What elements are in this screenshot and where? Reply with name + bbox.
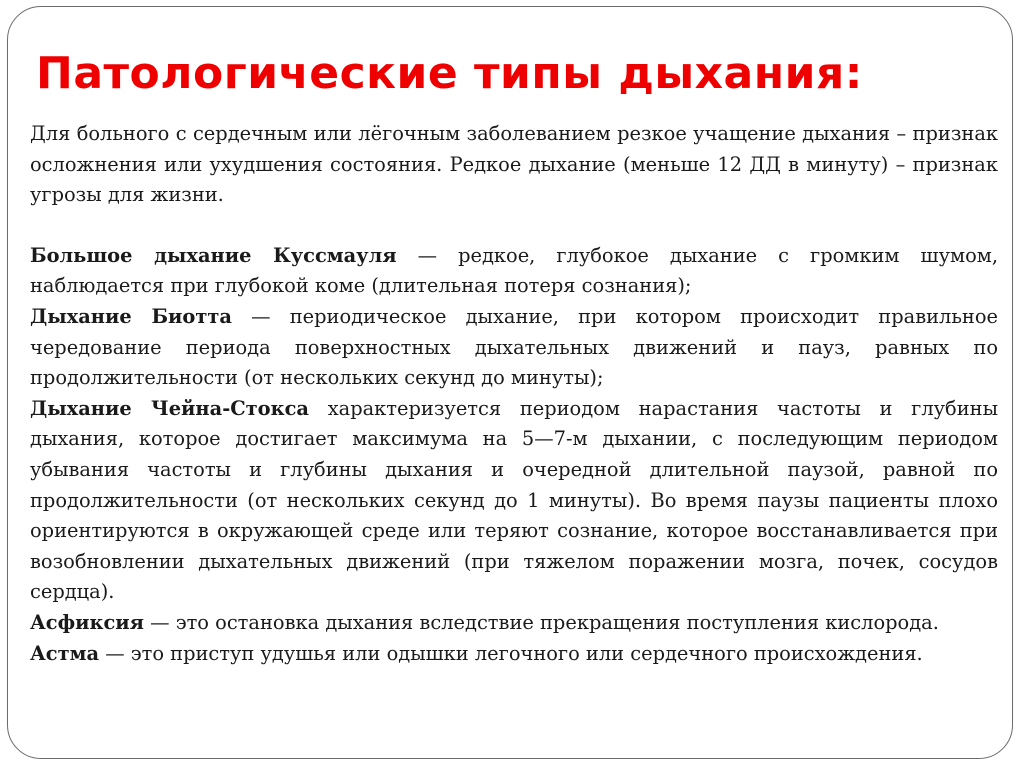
item-biot: [30, 302, 998, 394]
item-kussmaul: [30, 241, 998, 302]
item-text: — это остановка дыхания вследствие прекращения поступления кислорода.: [144, 610, 939, 634]
item-asphyxia: [30, 608, 998, 639]
item-text: — периодическое дыхание, при котором происходит правильное чередование периода поверхностных дыхательных движений и пауз, равных по продолжительности (от нескольких секунд до минуты);: [30, 304, 998, 390]
slide-title: Патологические типы дыхания:: [36, 48, 863, 99]
item-cheyne-stokes: [30, 394, 998, 608]
item-term: Большое дыхание Куссмауля: [30, 243, 397, 267]
slide-body: [30, 119, 998, 669]
item-term: Дыхание Чейна-Стокса: [30, 396, 309, 420]
item-term: Дыхание Биотта: [30, 304, 232, 328]
item-term: Астма: [30, 641, 100, 665]
item-term: Асфиксия: [30, 610, 144, 634]
item-text: — это приступ удушья или одышки легочного или сердечного происхождения.: [99, 641, 923, 665]
item-text: — редкое, глубокое дыхание с громким шумом, наблюдается при глубокой коме (длительная потеря сознания);: [30, 243, 998, 298]
intro-paragraph: Для больного с сердечным или лёгочным заболеванием резкое учащение дыхания – признак осложнения или ухудшения состояния. Редкое дыхание (меньше 12 ДД в минуту) – признак угрозы для жизни.: [30, 122, 998, 207]
item-asthma: [30, 639, 998, 670]
item-text: характеризуется периодом нарастания частоты и глубины дыхания, которое достигает максимума на 5—7-м дыхании, с последующим периодом убывания частоты и глубины дыхания и очередной длительной паузой, равной по продолжительности (от нескольких секунд до 1 минуты). Во время паузы пациенты плохо ориентируются в окружающей среде или теряют сознание, которое восстанавливается при возобновлении дыхательных движений (при тяжелом поражении мозга, почек, сосудов сердца).: [30, 396, 999, 604]
